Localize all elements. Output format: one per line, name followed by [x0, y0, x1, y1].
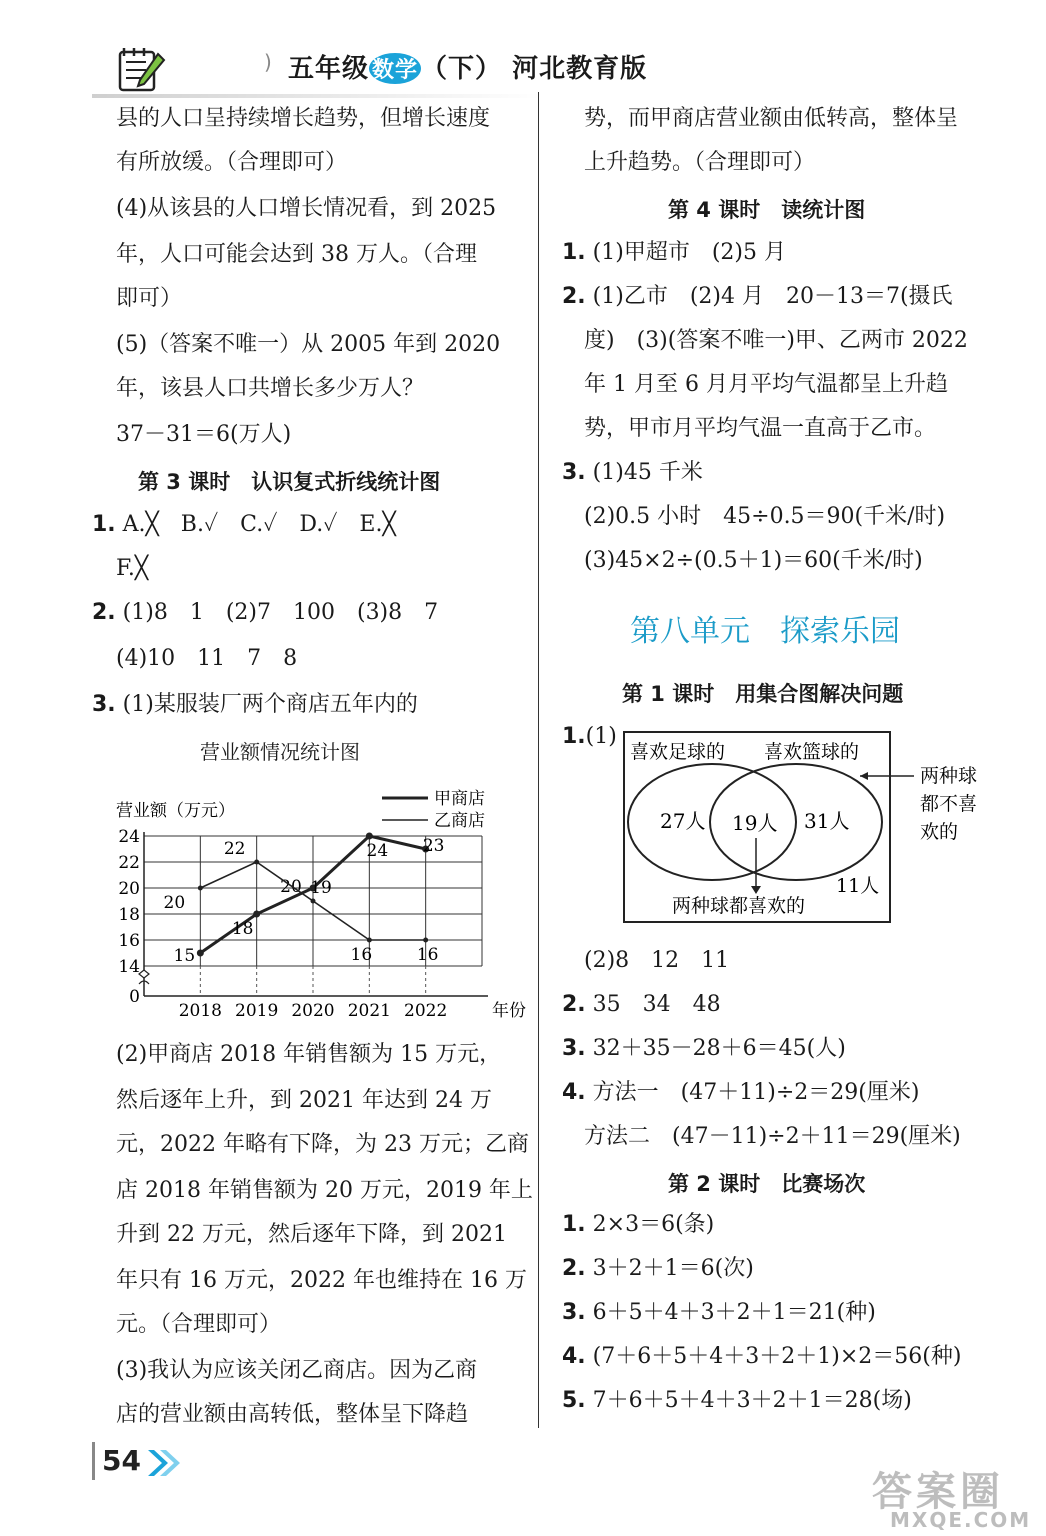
page-header	[92, 40, 648, 98]
data-point	[198, 886, 203, 891]
data-point	[423, 938, 428, 943]
legend-label: 甲商店	[434, 789, 485, 809]
data-label: 15	[173, 946, 196, 966]
list-item: 5. 7＋6＋5＋4＋3＋2＋1＝28(场)	[562, 1388, 912, 1413]
arrowhead	[751, 886, 761, 894]
x-tick-label: 2019	[235, 1001, 279, 1021]
lesson-title: 第 1 课时 用集合图解决问题	[622, 682, 904, 706]
text-line: (2)甲商店 2018 年销售额为 15 万元，	[116, 1042, 502, 1067]
data-point	[253, 911, 260, 918]
text-line: 升到 22 万元，然后逐年下降，到 2021	[116, 1222, 507, 1247]
y-tick-label: 22	[118, 853, 140, 873]
text-line: 势，而甲商店营业额由低转高，整体呈	[584, 106, 959, 131]
page-title: 五年级 数学 （下） 河北教育版	[288, 54, 648, 84]
venn-side-label: 欢的	[920, 821, 959, 843]
question-1: 1. A.╳ B.✓ C.✓ D.✓ E.╳	[92, 512, 396, 537]
text-line: 店的营业额由高转低，整体呈下降趋	[116, 1402, 469, 1427]
header-underline	[92, 94, 542, 98]
watermark	[866, 1460, 1046, 1536]
x-axis-label: 年份	[492, 1001, 526, 1021]
chart-title: 营业额情况统计图	[200, 740, 360, 764]
axis-break-mark	[139, 970, 149, 978]
column-divider	[538, 92, 539, 1428]
y-tick-label: 24	[118, 827, 140, 847]
text-line: 37－31＝6(万人)	[116, 422, 292, 447]
y-tick-label: 16	[118, 931, 140, 951]
text-line: 店 2018 年销售额为 20 万元，2019 年上	[116, 1178, 533, 1203]
data-label: 18	[231, 919, 254, 939]
lesson-title: 第 2 课时 比赛场次	[668, 1172, 866, 1196]
data-label: 16	[350, 945, 373, 965]
text-line: (5)（答案不唯一）从 2005 年到 2020	[116, 332, 501, 357]
y-tick-label: 18	[118, 905, 140, 925]
question-3: 3. (1)某服装厂两个商店五年内的	[92, 692, 418, 717]
list-item: 3. (1)45 千米	[562, 460, 703, 485]
venn-left-value: 27人	[660, 809, 706, 833]
footer-bar	[92, 1442, 95, 1480]
venn-diagram	[620, 730, 1000, 930]
data-point	[254, 860, 259, 865]
venn-bottom-label: 两种球都喜欢的	[672, 895, 806, 917]
lesson-title: 第 4 课时 读统计图	[668, 198, 866, 222]
page-footer	[92, 1440, 192, 1484]
text-line: 然后逐年上升，到 2021 年达到 24 万	[116, 1088, 492, 1113]
y-tick-label: 20	[118, 879, 140, 899]
data-label: 23	[422, 836, 445, 856]
venn-side-label: 两种球	[920, 765, 978, 787]
data-label: 20	[280, 877, 302, 897]
data-point	[366, 833, 373, 840]
venn-right-label: 喜欢篮球的	[764, 741, 860, 763]
data-point	[367, 938, 372, 943]
text-line: (4)10 11 7 8	[116, 646, 298, 671]
subject-badge: 数学	[369, 53, 421, 84]
venn-outside-value: 11人	[836, 875, 880, 897]
watermark-text: 答案圈	[872, 1469, 1004, 1515]
question-2: 2. (1)8 1 (2)7 100 (3)8 7	[92, 600, 439, 625]
x-tick-label: 2018	[178, 1001, 222, 1021]
text-line: 年，人口可能会达到 38 万人。（合理	[116, 242, 477, 267]
y-tick-label: 14	[118, 957, 140, 977]
text-line: F.╳	[116, 556, 149, 581]
list-item: 3. 32＋35－28＋6＝45(人)	[562, 1036, 846, 1061]
list-item: 4. 方法一 (47＋11)÷2＝29(厘米)	[562, 1080, 920, 1105]
list-item: (2)8 12 11	[584, 948, 730, 973]
data-point	[197, 950, 204, 957]
unit-title: 第八单元 探索乐园	[630, 614, 900, 649]
watermark-url: MXQE.COM	[890, 1508, 1032, 1532]
list-item: 年 1 月至 6 月月平均气温都呈上升趋	[584, 372, 948, 397]
list-item: 1. 2×3＝6(条)	[562, 1212, 715, 1237]
legend-label: 乙商店	[434, 811, 485, 831]
text-line: (4)从该县的人口增长情况看，到 2025	[116, 196, 497, 221]
x-tick-label: 2020	[291, 1001, 335, 1021]
venn-middle-value: 19人	[732, 811, 778, 835]
text-line: 元，2022 年略有下降，为 23 万元；乙商	[116, 1132, 529, 1157]
double-chevron-icon	[144, 1448, 184, 1478]
list-item: 方法二 (47－11)÷2＋11＝29(厘米)	[584, 1124, 961, 1149]
list-item: 2. 35 34 48	[562, 992, 721, 1017]
data-point	[311, 899, 316, 904]
notebook-pencil-icon	[114, 44, 166, 94]
list-item: 1. (1)甲超市 (2)5 月	[562, 240, 786, 265]
list-item: (3)45×2÷(0.5＋1)＝60(千米/时)	[584, 548, 923, 573]
text-line: 年只有 16 万元，2022 年也维持在 16 万	[116, 1268, 527, 1293]
sound-arcs-icon: )	[264, 50, 272, 74]
list-item: 2. 3＋2＋1＝6(次)	[562, 1256, 754, 1281]
page-number: 54	[102, 1444, 141, 1477]
y-axis-label: 营业额（万元）	[116, 801, 235, 821]
text-line: 元。（合理即可）	[116, 1312, 282, 1337]
data-label: 24	[366, 841, 389, 861]
y-tick-label: 0	[129, 987, 140, 1007]
line-chart	[110, 780, 526, 1021]
list-item: (2)0.5 小时 45÷0.5＝90(千米/时)	[584, 504, 946, 529]
question-1: 1.(1)	[562, 724, 617, 749]
text-line: 上升趋势。（合理即可）	[584, 150, 816, 175]
venn-right-value: 31人	[804, 809, 850, 833]
text-line: (3)我认为应该关闭乙商店。因为乙商	[116, 1358, 478, 1383]
lesson-title: 第 3 课时 认识复式折线统计图	[138, 470, 441, 494]
venn-left-label: 喜欢足球的	[630, 741, 726, 763]
venn-side-label: 都不喜	[920, 793, 978, 815]
list-item: 2. (1)乙市 (2)4 月 20－13＝7(摄氏	[562, 284, 953, 309]
x-tick-label: 2022	[404, 1001, 448, 1021]
data-label: 20	[163, 893, 186, 913]
list-item: 3. 6＋5＋4＋3＋2＋1＝21(种)	[562, 1300, 876, 1325]
x-tick-label: 2021	[347, 1001, 391, 1021]
text-line: 年，该县人口共增长多少万人？	[116, 376, 425, 401]
list-item: 势，甲市月平均气温一直高于乙市。	[584, 416, 937, 441]
text-line: 县的人口呈持续增长趋势，但增长速度	[116, 106, 491, 131]
arrowhead	[860, 772, 868, 780]
data-label: 19	[310, 878, 332, 898]
data-label: 16	[416, 945, 439, 965]
text-line: 有所放缓。（合理即可）	[116, 150, 348, 175]
data-label: 22	[223, 839, 246, 859]
list-item: 4. (7＋6＋5＋4＋3＋2＋1)×2＝56(种)	[562, 1344, 962, 1369]
text-line: 即可）	[116, 286, 183, 311]
list-item: 度) (3)(答案不唯一)甲、乙两市 2022	[584, 328, 968, 353]
